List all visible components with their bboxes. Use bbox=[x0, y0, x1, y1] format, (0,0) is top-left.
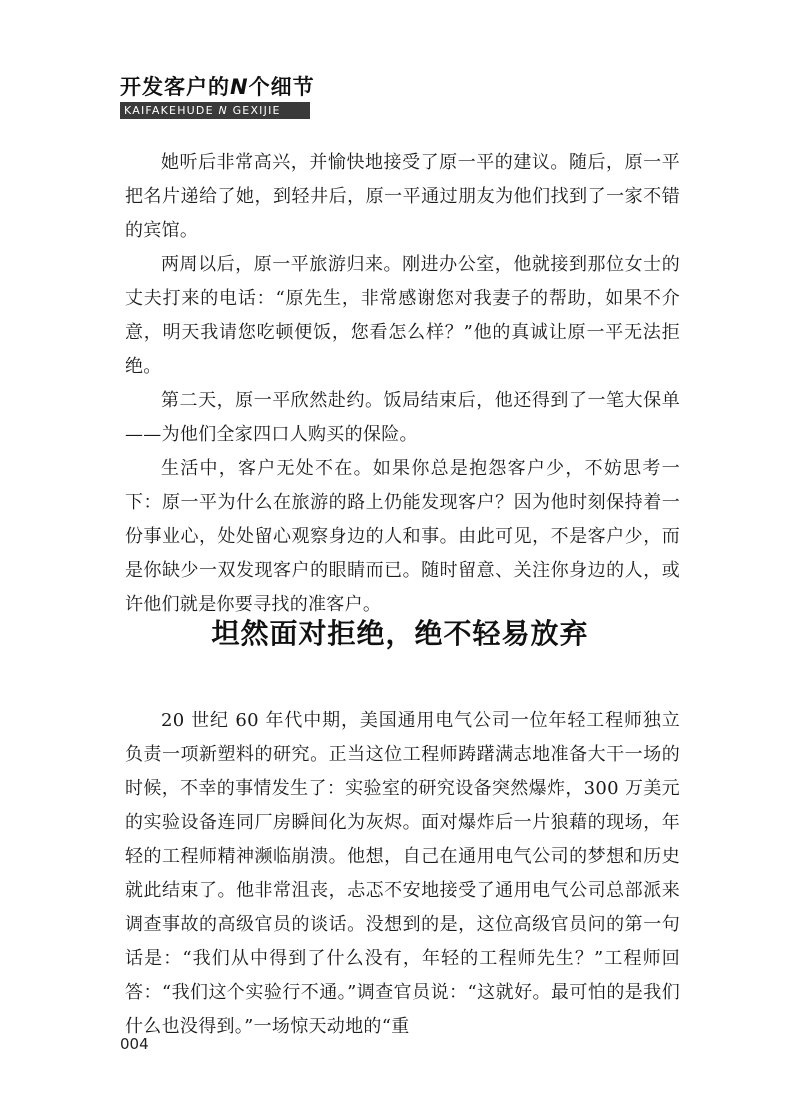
book-title-prefix: 开发客户的 bbox=[120, 74, 230, 99]
page-number: 004 bbox=[120, 1035, 149, 1053]
book-title-suffix: 个细节 bbox=[248, 74, 315, 99]
book-title-n: N bbox=[230, 75, 249, 99]
book-title-pinyin bbox=[120, 102, 310, 119]
body-text-section-2 bbox=[125, 704, 680, 1044]
section-heading: 坦然面对拒绝，绝不轻易放弃 bbox=[211, 617, 589, 650]
paragraph: 生活中，客户无处不在。如果你总是抱怨客户少，不妨思考一下：原一平为什么在旅游的路上仍能发现客户？因为他时刻保持着一份事业心，处处留心观察身边的人和事。由此可见，不是客户少，而是你缺少一双发现客户的眼睛而已。随时留意、关注你身边的人，或许他们就是你要寻找的准客户。 bbox=[125, 458, 680, 615]
body-text-section-1 bbox=[125, 146, 680, 622]
paragraph: 两周以后，原一平旅游归来。刚进办公室，他就接到那位女士的丈夫打来的电话：“原先生，非常感谢您对我妻子的帮助，如果不介意，明天我请您吃顿便饭，您看怎么样？”他的真诚让原一平无法拒绝。 bbox=[125, 254, 680, 377]
pinyin-prefix: KAIFAKEHUDE bbox=[124, 104, 219, 117]
book-title bbox=[120, 74, 315, 100]
pinyin-n: N bbox=[218, 104, 228, 117]
paragraph: 20 世纪 60 年代中期，美国通用电气公司一位年轻工程师独立负责一项新塑料的研究。正当这位工程师踌躇满志地准备大干一场的时候，不幸的事情发生了：实验室的研究设备突然爆炸，300 万美元的实验设备连同厂房瞬间化为灰烬。面对爆炸后一片狼藉的现场，年轻的工程师精神濒临崩溃。他想，自己在通用电气公司的梦想和历史就此结束了。他非常沮丧，忐忑不安地接受了通用电气公司总部派来调查事故的高级官员的谈话。没想到的是，这位高级官员问的第一句话是：“我们从中得到了什么没有，年轻的工程师先生？”工程师回答：“我们这个实验行不通。”调查官员说：“这就好。最可怕的是我们什么也没得到。”一场惊天动地的“重 bbox=[125, 710, 680, 1037]
paragraph: 她听后非常高兴，并愉快地接受了原一平的建议。随后，原一平把名片递给了她，到轻井后，原一平通过朋友为他们找到了一家不错的宾馆。 bbox=[125, 152, 680, 241]
pinyin-suffix: GEXIJIE bbox=[227, 104, 281, 117]
paragraph: 第二天，原一平欣然赴约。饭局结束后，他还得到了一笔大保单——为他们全家四口人购买的保险。 bbox=[125, 390, 680, 445]
running-header bbox=[120, 74, 315, 119]
